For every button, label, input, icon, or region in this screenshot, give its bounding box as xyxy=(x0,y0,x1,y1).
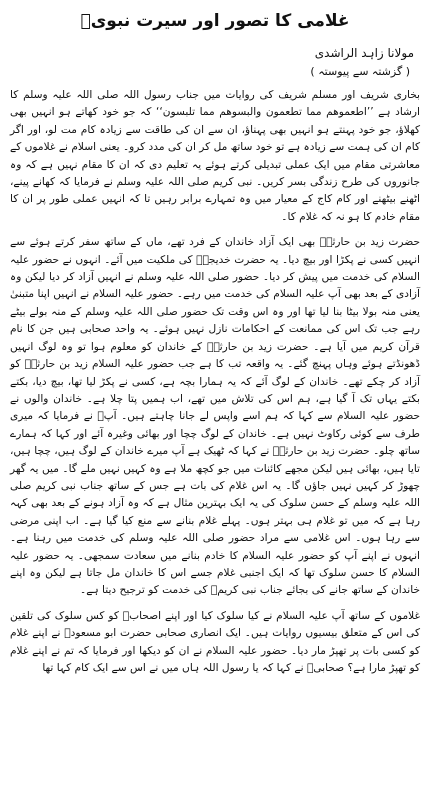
article-paragraph xyxy=(10,87,420,226)
paragraph-text: غلاموں کے ساتھ آپ علیہ السلام نے کیا سلوک کیا اور اپنے اصحابؓ کو کس سلوک کی تلقین کی اس کے متعلق بیسیوں روایات ہیں۔ ایک انصاری صحابی حضرت ابو مسعودؓ نے اپنے غلام کو کسی بات پر تھپڑ مار دیا۔ حضور علیہ السلام نے ان کو دیکھا اور فرمایا کہ تم نے اپنے غلام کو تھپڑ مارا ہے؟ صحابیؓ نے کہا کہ یا رسول اللہ ہاں میں نے اس سے ایک کام کہا تھا xyxy=(10,609,420,674)
article-paragraph xyxy=(10,234,420,600)
paragraph-text: بخاری شریف اور مسلم شریف کی روایات میں جناب رسول اللہ صلی اللہ علیہ وسلم کا ارشاد ہے ’’اطعموھم مما تطعمون والبسوھم مما تلبسون‘‘ کہ جو خود کھاتے ہو انہیں بھی کھلاؤ، جو خود پہنتے ہو انہیں بھی پہناؤ، ان سے ان کی طاقت سے زیادہ کام مت لو، اور اگر کام ان کی ہمت سے زیادہ ہے تو خود ساتھ مل کر ان کی مدد کرو۔ یعنی اسلام نے غلاموں کے معاشرتی مقام میں ایک عملی تبدیلی کرتے ہوئے یہ تعلیم دی کہ ان کا مقام نہیں ہے کہ وہ جانوروں کی طرح زندگی بسر کریں۔ نبی کریم صلی اللہ علیہ وسلم نے فرمایا کہ کھانے پینے، اٹھنے بیٹھنے اور کام کاج کے معیار میں وہ تمہارے برابر رہیں تا کہ انہیں عملی طور پر ان کا مقام خادم کا ہو نہ کہ غلام کا۔ xyxy=(10,89,420,223)
continued-note: ( گزشتہ سے پیوستہ ) xyxy=(310,65,410,78)
paragraph-text: حضرت زید بن حارثہؓ بھی ایک آزاد خاندان کے فرد تھے، ماں کے ساتھ سفر کرتے ہوئے سے انہیں کسی نے پکڑا اور بیچ دیا۔ یہ حضرت خدیجہؓ کی ملکیت میں آئے۔ انہوں نے حضور علیہ السلام کی خدمت میں پیش کر دیا۔ حضور صلی اللہ علیہ وسلم نے انہیں آزاد کر دیا لیکن وہ آزادی کے بعد بھی آپ علیہ السلام کی خدمت میں رہے۔ حضور علیہ السلام نے انہیں اپنا متبنیٰ یعنی منہ بولا بیٹا بنا لیا تھا اور وہ اس وقت تک حضور صلی اللہ علیہ وسلم کے منہ بولے بیٹے رہے جب تک اس کی ممانعت کے احکامات نازل نہیں ہوئے۔ یہ واحد صحابی ہیں جن کا نام قرآن کریم میں آیا ہے۔ حضرت زید بن حارثہؓ کے خاندان کو معلوم ہوا تو وہ لوگ انہیں ڈھونڈتے ہوئے وہاں پہنچ گئے۔ یہ واقعہ تب کا ہے جب حضور علیہ السلام زید بن حارثہؓ کو آزاد کر چکے تھے۔ خاندان کے لوگ آئے کہ یہ ہمارا بچہ ہے، کسی نے پکڑ لیا تھا، بیچ دیا، بکتے بکتے یہاں تک آ گیا ہے، ہم اس کی تلاش میں تھے، اب ہمیں پتا چلا ہے۔ خاندان والوں نے حضور علیہ السلام سے کہا کہ ہم اسے واپس لے جانا چاہتے ہیں۔ آپؐ نے فرمایا کہ میری طرف سے کوئی رکاوٹ نہیں ہے۔ خاندان کے لوگ چچا اور بھائی وغیرہ آئے اور کہا کہ ہمارے ساتھ چلو۔ حضرت زید بن حارثہؓ نے کہا کہ ٹھیک ہے آپ میرے خاندان کے لوگ ہیں، چچا ہیں، تایا ہیں، بھائی ہیں لیکن مجھے کائنات میں جو کچھ ملا ہے وہ کہیں نہیں ملے گا۔ میں یہ گھر چھوڑ کر کہیں نہیں جاؤں گا۔ یہ اس غلام کی بات ہے جس کے ساتھ جناب نبی کریم صلی اللہ علیہ وسلم کے حسن سلوک کی یہ ایک بہترین مثال ہے کہ وہ آزاد ہونے کے بعد بھی کہہ رہا ہے کہ میں تو غلام ہی بہتر ہوں۔ پہلے غلام بنانے سے منع کیا گیا ہے۔ اب اپنی مرضی سے رہا ہوں۔ اس غلامی سے مراد حضور صلی اللہ علیہ وسلم کی خدمت میں رہنا ہے۔ انہوں نے اپنے آپ کو حضور علیہ السلام کا خادم بنانے میں سعادت سمجھی۔ یہ حضور علیہ السلام کا حسن سلوک تھا کہ ایک اجنبی غلام جسے اس کا خاندان مل جاتا ہے لیکن وہ اپنے خاندان کے ساتھ جانے کی بجائے جناب نبی کریمؐ کی خدمت کو ترجیح دیتا ہے۔ xyxy=(10,236,420,597)
article-body xyxy=(10,87,420,677)
article-title: غلامی کا تصور اور سیرت نبویؐ xyxy=(80,11,350,31)
article-paragraph xyxy=(10,608,420,678)
author-name: مولانا زاہد الراشدی xyxy=(314,46,414,60)
